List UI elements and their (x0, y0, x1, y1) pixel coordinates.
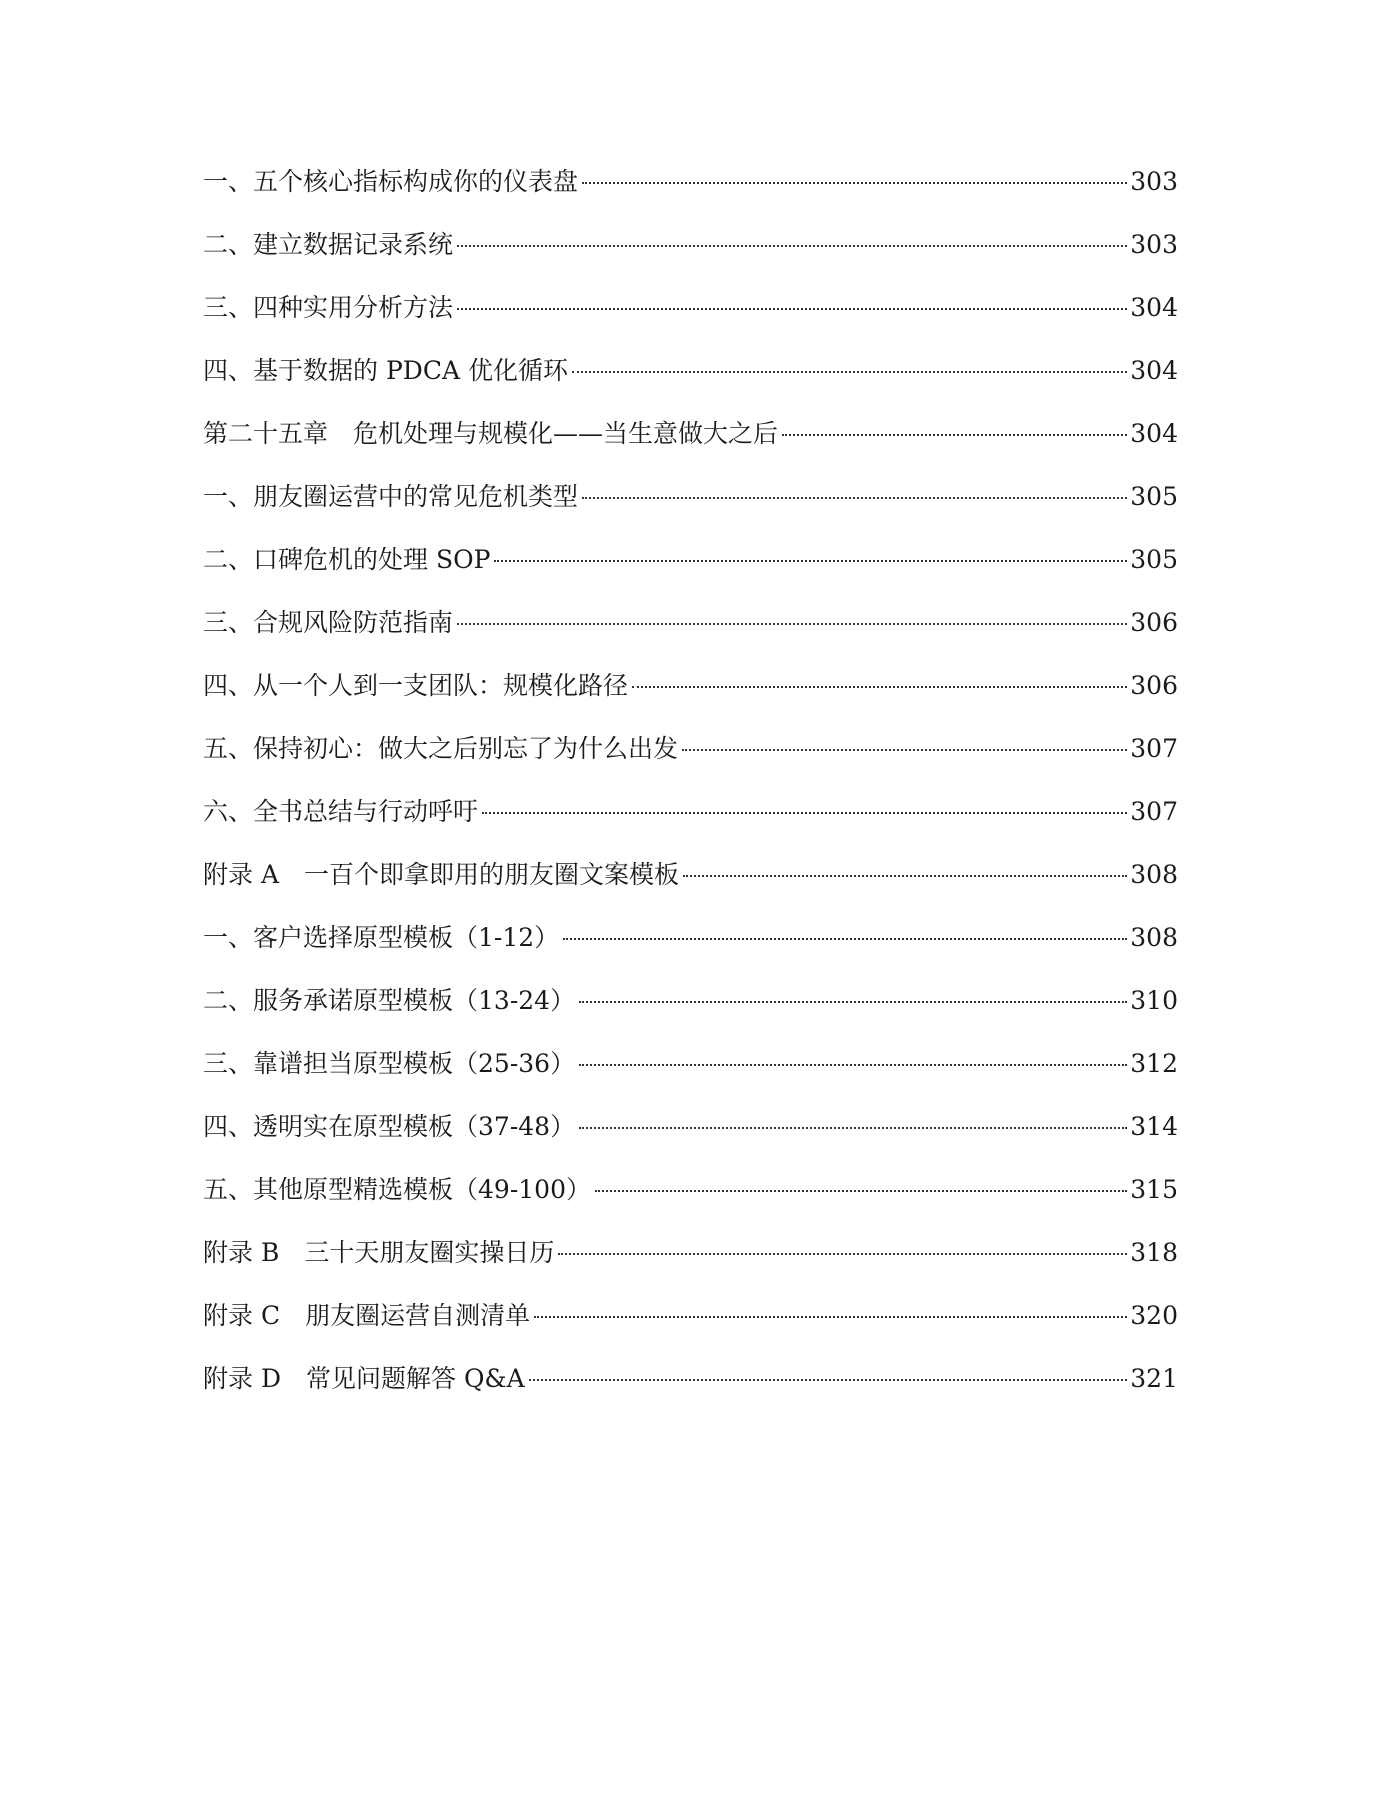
toc-entry-title: 四、基于数据的 PDCA 优化循环 (203, 356, 568, 385)
toc-entry[interactable] (203, 1095, 1178, 1158)
toc-entry-page: 308 (1130, 923, 1178, 952)
toc-entry-page: 321 (1130, 1364, 1178, 1393)
toc-entry-page: 305 (1130, 545, 1178, 574)
toc-entry-title: 附录 B 三十天朋友圈实操日历 (203, 1238, 555, 1267)
toc-entry-title: 五、其他原型精选模板（49-100） (203, 1175, 591, 1204)
toc-entry-title: 二、建立数据记录系统 (203, 230, 454, 259)
toc-dot-leader (682, 749, 1127, 751)
toc-entry[interactable] (203, 843, 1178, 906)
toc-entry[interactable] (203, 465, 1178, 528)
toc-entry-page: 304 (1130, 419, 1178, 448)
toc-entry-page: 320 (1130, 1301, 1178, 1330)
toc-entry-page: 304 (1130, 293, 1178, 322)
toc-entry[interactable] (203, 150, 1178, 213)
toc-dot-leader (595, 1190, 1127, 1192)
toc-dot-leader (683, 875, 1127, 877)
toc-entry-title: 三、四种实用分析方法 (203, 293, 454, 322)
toc-entry[interactable] (203, 1221, 1178, 1284)
toc-entry-title: 一、五个核心指标构成你的仪表盘 (203, 167, 579, 196)
toc-dot-leader (558, 1253, 1127, 1255)
toc-entry-title: 五、保持初心：做大之后别忘了为什么出发 (203, 734, 679, 763)
toc-entry[interactable] (203, 654, 1178, 717)
toc-entry-title: 四、透明实在原型模板（37-48） (203, 1112, 576, 1141)
toc-dot-leader (582, 182, 1127, 184)
toc-entry-title: 三、靠谱担当原型模板（25-36） (203, 1049, 576, 1078)
toc-entry[interactable] (203, 1032, 1178, 1095)
toc-dot-leader (457, 245, 1127, 247)
toc-entry-page: 306 (1130, 671, 1178, 700)
toc-entry-page: 310 (1130, 986, 1178, 1015)
toc-entry-page: 304 (1130, 356, 1178, 385)
toc-entry-title: 二、服务承诺原型模板（13-24） (203, 986, 576, 1015)
toc-dot-leader (782, 434, 1127, 436)
toc-entry-page: 318 (1130, 1238, 1178, 1267)
toc-entry[interactable] (203, 339, 1178, 402)
toc-entry-page: 312 (1130, 1049, 1178, 1078)
toc-entry-title: 第二十五章 危机处理与规模化——当生意做大之后 (203, 419, 779, 448)
toc-entry[interactable] (203, 780, 1178, 843)
toc-dot-leader (582, 497, 1127, 499)
toc-entry[interactable] (203, 591, 1178, 654)
toc-entry-page: 314 (1130, 1112, 1178, 1141)
toc-entry-title: 二、口碑危机的处理 SOP (203, 545, 491, 574)
toc-dot-leader (572, 371, 1127, 373)
toc-dot-leader (482, 812, 1127, 814)
toc-entry-title: 一、客户选择原型模板（1-12） (203, 923, 560, 952)
toc-entry-page: 315 (1130, 1175, 1178, 1204)
toc-dot-leader (534, 1316, 1127, 1318)
toc-entry-title: 六、全书总结与行动呼吁 (203, 797, 479, 826)
toc-entry[interactable] (203, 969, 1178, 1032)
toc-entry[interactable] (203, 1158, 1178, 1221)
toc-dot-leader (457, 308, 1127, 310)
toc-entry[interactable] (203, 276, 1178, 339)
toc-entry[interactable] (203, 402, 1178, 465)
toc-dot-leader (563, 938, 1127, 940)
toc-entry[interactable] (203, 1347, 1178, 1410)
toc-entry-title: 三、合规风险防范指南 (203, 608, 454, 637)
toc-entry-page: 306 (1130, 608, 1178, 637)
toc-entry-page: 308 (1130, 860, 1178, 889)
toc-entry-title: 四、从一个人到一支团队：规模化路径 (203, 671, 629, 700)
toc-entry-title: 附录 C 朋友圈运营自测清单 (203, 1301, 531, 1330)
toc-dot-leader (579, 1127, 1127, 1129)
toc-dot-leader (632, 686, 1127, 688)
toc-entry[interactable] (203, 528, 1178, 591)
toc-dot-leader (457, 623, 1127, 625)
toc-entry-title: 附录 D 常见问题解答 Q&A (203, 1364, 525, 1393)
toc-entry-page: 305 (1130, 482, 1178, 511)
toc-entry[interactable] (203, 717, 1178, 780)
toc-entry-title: 附录 A 一百个即拿即用的朋友圈文案模板 (203, 860, 680, 889)
toc-entry-title: 一、朋友圈运营中的常见危机类型 (203, 482, 579, 511)
toc-dot-leader (494, 560, 1127, 562)
toc-entry[interactable] (203, 906, 1178, 969)
toc-entry-page: 303 (1130, 230, 1178, 259)
toc-dot-leader (579, 1064, 1127, 1066)
toc-entry-page: 307 (1130, 797, 1178, 826)
toc-entry[interactable] (203, 1284, 1178, 1347)
toc-dot-leader (529, 1379, 1128, 1381)
table-of-contents (203, 150, 1178, 1410)
toc-entry-page: 307 (1130, 734, 1178, 763)
toc-entry-page: 303 (1130, 167, 1178, 196)
toc-entry[interactable] (203, 213, 1178, 276)
toc-dot-leader (579, 1001, 1127, 1003)
